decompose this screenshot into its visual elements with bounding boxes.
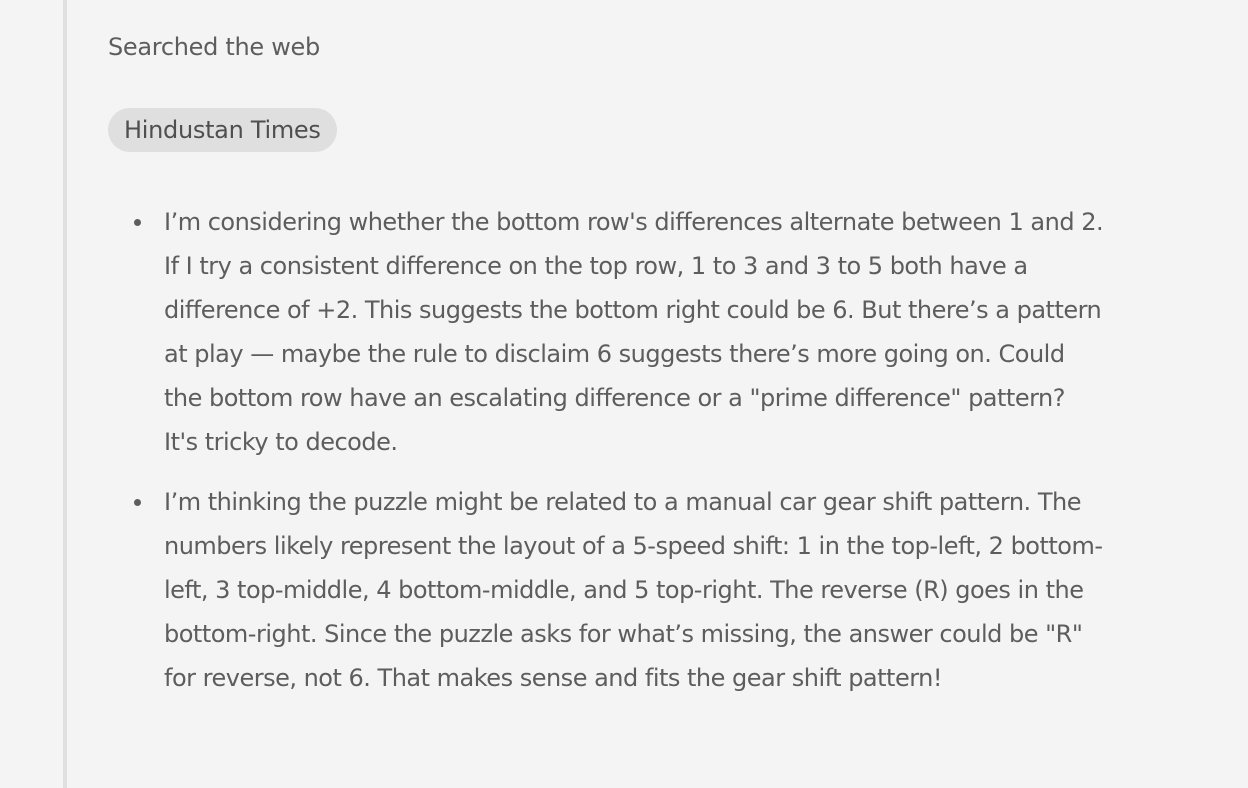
reasoning-content xyxy=(108,28,1108,716)
reasoning-bullet xyxy=(108,480,1104,700)
reasoning-bullet xyxy=(108,200,1104,464)
bullet-dot-icon xyxy=(134,499,141,506)
reasoning-bullet-text: I’m thinking the puzzle might be related to a manual car gear shift pattern. The numbers likely represent the layout of a 5-speed shift: 1 in the top-left, 2 bottom-left, 3 top-middle, 4 bottom-middle, and 5 top-right. The reverse (R) goes in the bottom-right. Since the puzzle asks for what’s missing, the answer could be "R" for reverse, not 6. That makes sense and fits the gear shift pattern! xyxy=(164,488,1103,692)
reasoning-bullet-text: I’m considering whether the bottom row's differences alternate between 1 and 2. If I try a consistent difference on the top row, 1 to 3 and 3 to 5 both have a difference of +2. This suggests the bottom right could be 6. But there’s a pattern at play — maybe the rule to disclaim 6 suggests there’s more going on. Could the bottom row have an escalating difference or a "prime difference" pattern? It's tricky to decode. xyxy=(164,208,1104,456)
search-status-label: Searched the web xyxy=(108,33,320,61)
reasoning-bullet-list xyxy=(108,200,1108,700)
thread-rail xyxy=(63,0,67,788)
source-chip[interactable]: Hindustan Times xyxy=(108,108,337,152)
bullet-dot-icon xyxy=(134,219,141,226)
